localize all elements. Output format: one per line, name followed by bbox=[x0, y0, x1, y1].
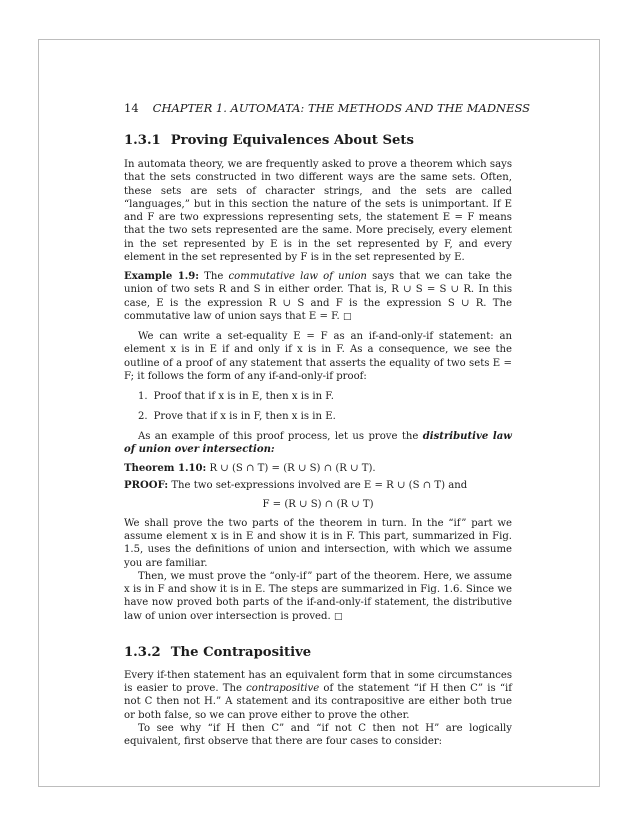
section-title: The Contrapositive bbox=[170, 644, 312, 660]
example-text: says that we can take the union of two sets R and S in either order. That is, R ∪ S = S ∪ R. In this case, E is the expression R ∪ S and F is the expression S ∪ R. The commutative law of union says that E = F. bbox=[124, 271, 513, 322]
contrapositive-term: contrapositive bbox=[246, 683, 320, 694]
example-term: commutative law of union bbox=[228, 271, 367, 282]
section-title: Proving Equivalences About Sets bbox=[170, 133, 414, 148]
paragraph-set-equality: We can write a set-equality E = F as an if-and-only-if statement: an element x is in E if and only if x is in F. As a consequence, we see the outline of a proof of any statement that asserts the equality of two sets E = F; it follows the form of any if-and-only-if proof: bbox=[124, 331, 512, 382]
paragraph-distributive-intro: As an example of this proof process, let us prove the distributive law of union over intersection: bbox=[124, 430, 512, 455]
section-number: 1.3.1 bbox=[124, 133, 161, 148]
display-equation: F = (R ∪ S) ∩ (R ∪ T) bbox=[262, 498, 374, 510]
list-item: 2. Prove that if x is in F, then x is in E. bbox=[138, 411, 336, 423]
paragraph-only-if-part: Then, we must prove the “only-if” part of the theorem. Here, we assume x is in F and show it is in E. The steps are summarized in Fig. 1.6. Since we have now proved both parts of the if-and-only-if statement, the distributive law of union over intersection is proved. □ bbox=[124, 570, 512, 622]
section-heading-1-3-1 bbox=[124, 132, 512, 149]
page-number: 14 bbox=[124, 101, 139, 115]
example-label: Example 1.9: bbox=[124, 271, 199, 282]
proof-label: PROOF: bbox=[124, 480, 169, 492]
section-number: 1.3.2 bbox=[124, 644, 161, 660]
chapter-title: CHAPTER 1. AUTOMATA: THE METHODS AND THE MADNESS bbox=[152, 101, 531, 115]
paragraph-if-part: We shall prove the two parts of the theorem in turn. In the “if” part we assume element x is in E and show it is in F. This part, summarized in Fig. 1.5, uses the definitions of union and intersection, with which we assume you are familiar. bbox=[124, 517, 512, 569]
running-head bbox=[124, 101, 531, 115]
theorem-1-10 bbox=[124, 462, 512, 475]
example-pre: The bbox=[204, 271, 224, 282]
paragraph-contrapositive: Every if-then statement has an equivalent form that in some circumstances is easier to prove. The contrapositive of the statement “if H then C” is “if not C then not H.” A statement and its contrapositive are either both true or both false, so we can prove either to prove the other. bbox=[124, 669, 512, 721]
page-content bbox=[124, 101, 531, 748]
paragraph-four-cases: To see why “if H then C” and “if not C then not H” are logically equivalent, first observe that there are four cases to consider: bbox=[124, 722, 512, 747]
list-item: 1. Proof that if x is in E, then x is in F. bbox=[138, 391, 334, 402]
proof-intro: PROOF: The two set-expressions involved are E = R ∪ (S ∩ T) and bbox=[124, 480, 468, 492]
distributive-law-term: distributive law of union over intersection: bbox=[124, 430, 512, 455]
qed-symbol: □ bbox=[342, 311, 352, 322]
qed-symbol: □ bbox=[333, 611, 343, 622]
section-heading-1-3-2 bbox=[124, 644, 512, 661]
theorem-statement: R ∪ (S ∩ T) = (R ∪ S) ∩ (R ∪ T). bbox=[209, 463, 376, 474]
example-1-9 bbox=[124, 270, 512, 324]
paragraph-sets-intro: In automata theory, we are frequently asked to prove a theorem which says that the sets constructed in two different ways are the same sets. Often, these sets are sets of character strings, and the sets are called “languages,” but in this section the nature of the sets is unimportant. If E and F are two expressions representing sets, the statement E = F means that the two sets represented are the same. More precisely, every element in the set represented by E is in the set represented by F, and every element in the set represented by F is in the set represented by E. bbox=[124, 159, 512, 263]
theorem-label: Theorem 1.10: bbox=[124, 463, 207, 474]
